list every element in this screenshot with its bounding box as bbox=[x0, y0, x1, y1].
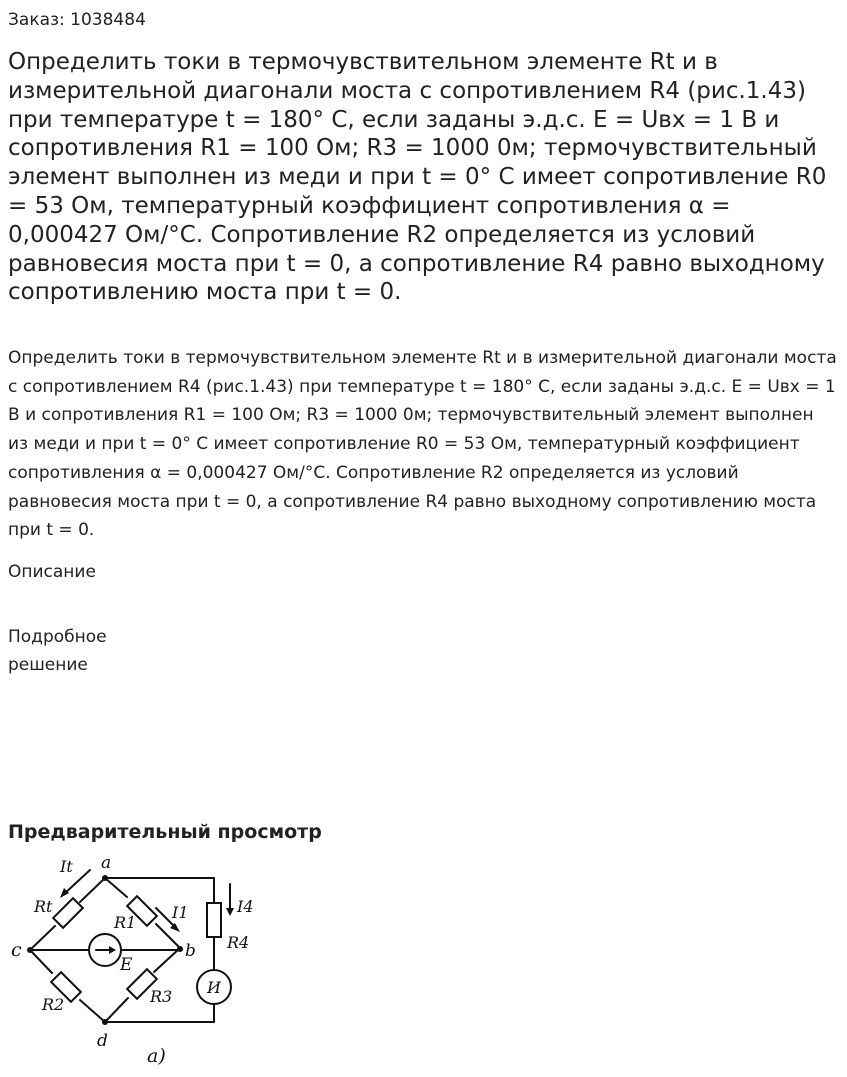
resistor-rt-label: Rt bbox=[34, 897, 53, 916]
current-i1-label: I1 bbox=[172, 903, 189, 922]
node-b-label: b bbox=[185, 941, 196, 961]
node-a-label: a bbox=[101, 853, 112, 873]
node-d-label: d bbox=[97, 1031, 108, 1051]
node-c-label: c bbox=[11, 939, 22, 961]
bridge-circuit-figure bbox=[8, 850, 268, 1072]
task-title: Определить токи в термочувствительном элементе Rt и в измерительной диагонали моста с сопротивлением R4 (рис.1.43) при температуре t = 180° С, если заданы э.д.с. Е = Uвх = 1 В и сопротивления R1 = 100 Ом; R3 = 1000 0м; термочувствительный элемент выполнен из меди и при t = 0° С имеет сопротивление R0 = 53 Ом, температурный коэффициент сопротивления α = 0,000427 Ом/°С. Сопротивление R2 определяется из условий равновесия моста при t = 0, а сопротивление R4 равно выходному сопротивлению моста при t = 0. bbox=[8, 49, 827, 306]
current-it-label: It bbox=[60, 857, 73, 876]
preview-heading: Предварительный просмотр bbox=[8, 821, 322, 843]
description-label: Описание bbox=[8, 562, 96, 582]
bridge-circuit-diagram bbox=[8, 850, 268, 1072]
resistor-rt bbox=[53, 898, 83, 928]
resistor-r2-label: R2 bbox=[42, 995, 65, 1014]
figure-caption: а) bbox=[147, 1045, 166, 1067]
task-description: Определить токи в термочувствительном элементе Rt и в измерительной диагонали моста с сопротивлением R4 (рис.1.43) при температуре t = 180° С, если заданы э.д.с. Е = Uвх = 1 В и сопротивления R1 = 100 Ом; R3 = 1000 0м; термочувствительный элемент выполнен из меди и при t = 0° С имеет сопротивление R0 = 53 Ом, температурный коэффициент сопротивления α = 0,000427 Ом/°С. Сопротивление R2 определяется из условий равновесия моста при t = 0, а сопротивление R4 равно выходному сопротивлению моста при t = 0. bbox=[8, 348, 837, 541]
resistor-r3-label: R3 bbox=[150, 987, 173, 1006]
solution-label: Подробное решение bbox=[8, 627, 107, 675]
meter-label: И bbox=[207, 978, 221, 997]
order-number: Заказ: 1038484 bbox=[8, 10, 146, 30]
current-i4-label: I4 bbox=[237, 897, 254, 916]
resistor-r4 bbox=[207, 903, 221, 937]
source-e-label: E bbox=[120, 955, 133, 975]
resistor-r1-label: R1 bbox=[114, 913, 137, 932]
current-i4-arrow-icon bbox=[226, 908, 234, 916]
resistor-r4-label: R4 bbox=[227, 933, 250, 952]
